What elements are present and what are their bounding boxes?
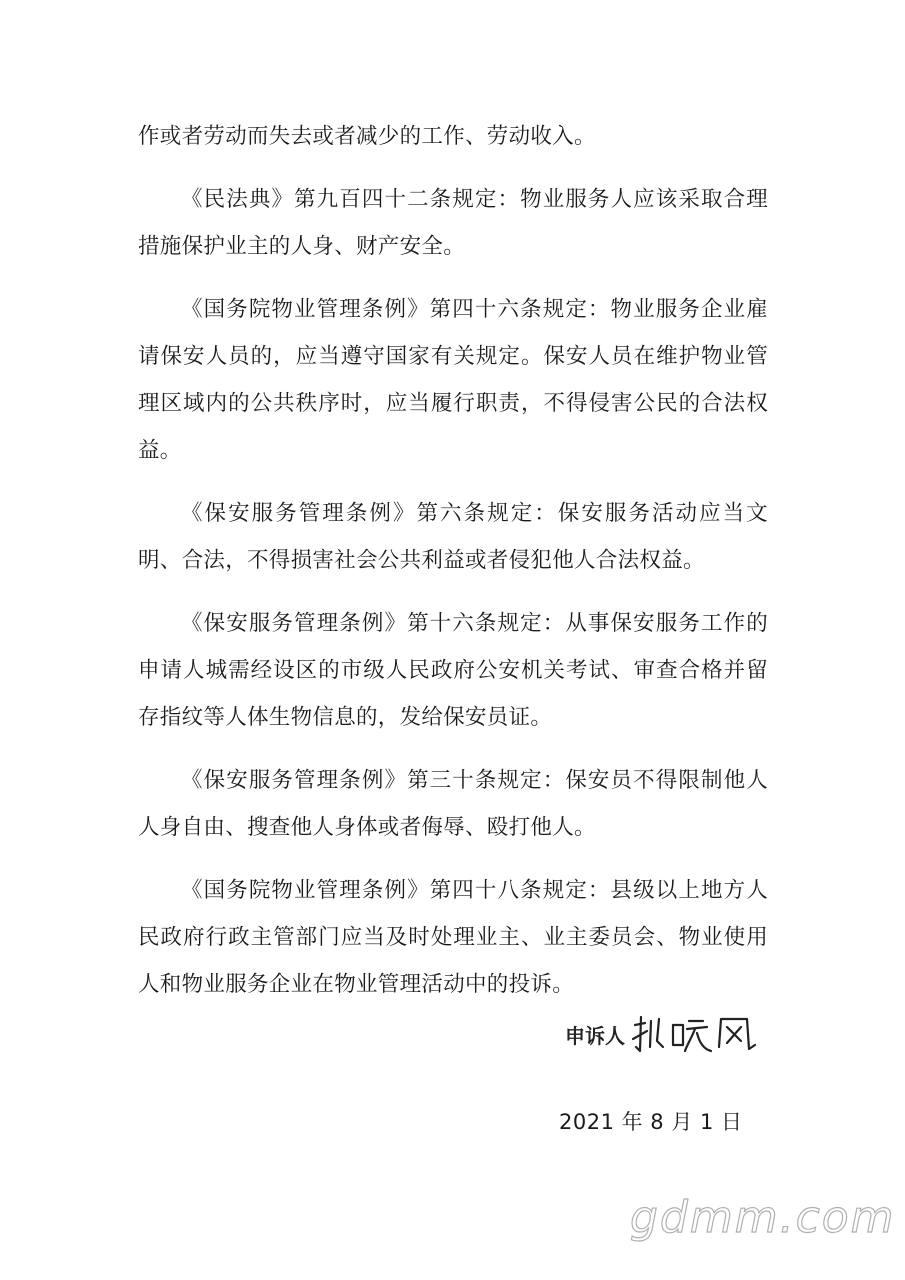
document-body — [138, 113, 768, 1024]
paragraph-3: 《国务院物业管理条例》第四十六条规定：物业服务企业雇请保安人员的，应当遵守国家有关规定。保安人员在维护物业管理区域内的公共秩序时，应当履行职责，不得侵害公民的合法权益。 — [138, 297, 768, 463]
paragraph-2: 《民法典》第九百四十二条规定：物业服务人应该采取合理措施保护业主的人身、财产安全。 — [138, 187, 768, 259]
paragraph-4: 《保安服务管理条例》第六条规定：保安服务活动应当文明、合法，不得损害社会公共利益或者侵犯他人合法权益。 — [138, 501, 768, 573]
signature-block — [565, 1010, 759, 1058]
paragraph-1: 作或者劳动而失去或者减少的工作、劳动收入。 — [138, 124, 596, 149]
paragraph-5: 《保安服务管理条例》第十六条规定：从事保安服务工作的申请人城需经设区的市级人民政府公安机关考试、审查合格并留存指纹等人体生物信息的，发给保安员证。 — [138, 611, 768, 730]
paragraph-7: 《国务院物业管理条例》第四十八条规定：县级以上地方人民政府行政主管部门应当及时处理业主、业主委员会、物业使用人和物业服务企业在物业管理活动中的投诉。 — [138, 878, 768, 997]
handwritten-signature — [629, 1011, 759, 1057]
paragraph-6: 《保安服务管理条例》第三十条规定：保安员不得限制他人人身自由、搜查他人身体或者侮辱、殴打他人。 — [138, 768, 768, 840]
date: 2021 年 8 月 1 日 — [559, 1110, 743, 1134]
signature-label: 申诉人 — [565, 1023, 625, 1048]
watermark: gdmm.com — [630, 1192, 896, 1243]
